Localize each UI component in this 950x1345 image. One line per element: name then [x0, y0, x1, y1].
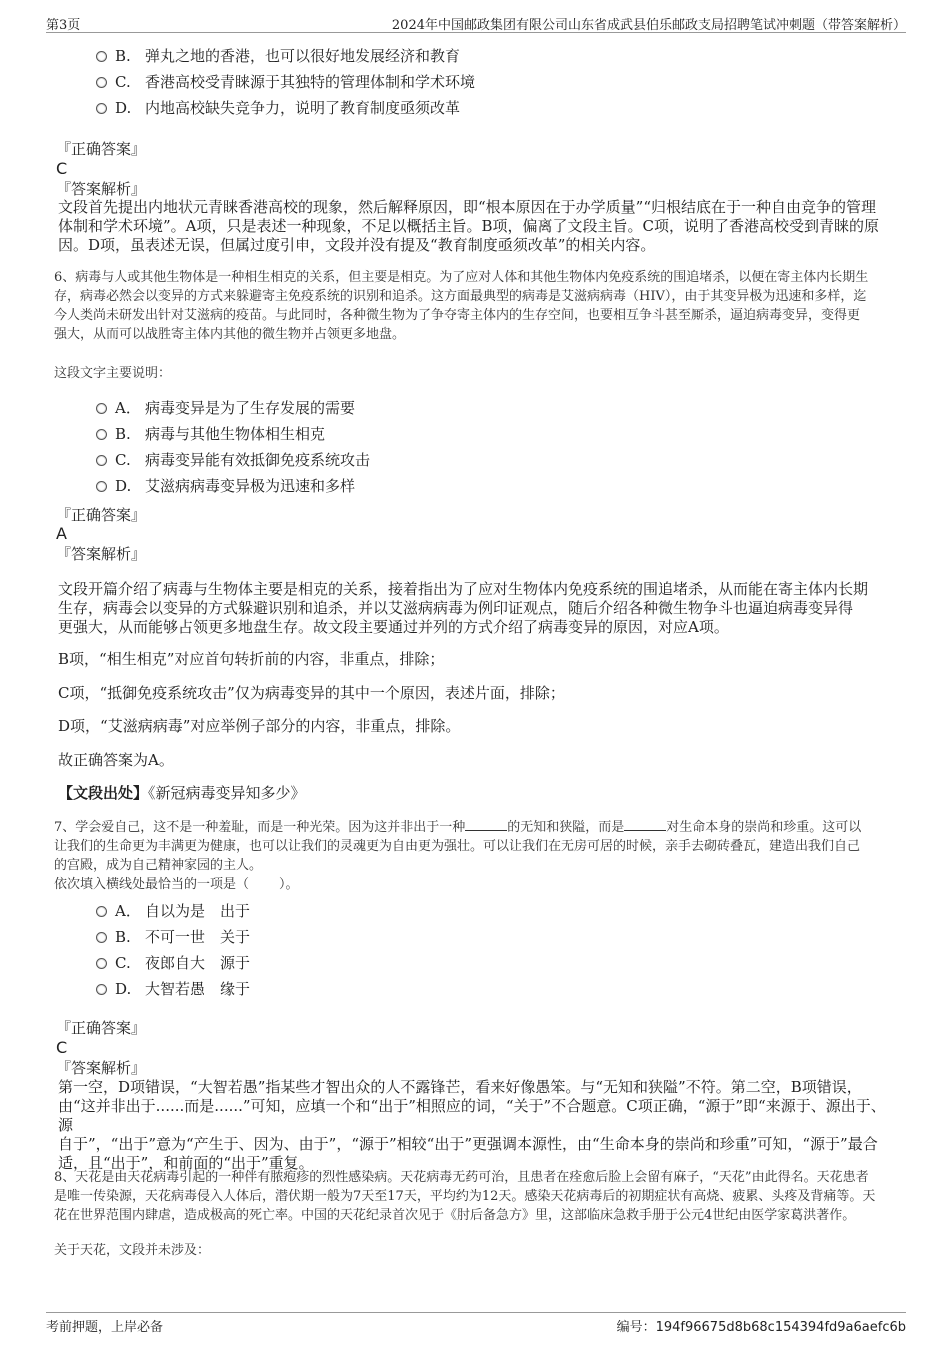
- q7-option-d[interactable]: D. 大智若愚 缘于: [96, 979, 250, 999]
- radio-icon[interactable]: [96, 429, 107, 440]
- q6-conclusion: 故正确答案为A。: [58, 751, 174, 769]
- q6-answer-label: 『正确答案』: [56, 506, 147, 524]
- q6-analysis-label: 『答案解析』: [56, 545, 147, 563]
- radio-icon[interactable]: [96, 77, 107, 88]
- q7-analysis: 第一空，D项错误，“大智若愚”指某些才智出众的人不露锋芒，看来好像愚笨。与“无知和狭隘”不符。第二空，B项错误， 由“这并非出于......而是......”可知，应填一个和“出于”相照应的词，“关于”不合题意。C项正确，“源于”即“来源于、源出于、源 自于”，“出于”意为“产生于、因为、由于”，“源于”相较“出于”更强调本源性，由“生命本身的崇尚和珍重”可知，“源于”最合 适，且“出于”，和前面的“出于”重复。: [58, 1078, 886, 1172]
- q5-option-d[interactable]: D. 内地高校缺失竞争力，说明了教育制度亟须改革: [96, 98, 460, 118]
- q6-source: [58, 784, 306, 803]
- q6-answer: A: [56, 524, 67, 543]
- page-header: [46, 12, 906, 33]
- q6-option-b[interactable]: B. 病毒与其他生物体相生相克: [96, 424, 325, 444]
- footer-slogan: 考前押题，上岸必备: [46, 1320, 164, 1335]
- q7-stem: 7、学会爱自己，这不是一种羞耻，而是一种光荣。因为这并非出于一种 的无知和狭隘，而是 对生命本身的崇尚和珍重。这可以 让我们的生命更为丰满更为健康，也可以让我们的灵魂更为自由更为强壮。可以让我们在无房可居的时候，亲手去砌砖叠瓦，建造出我们自己 的宫殿，成为自己精神家园的主人。 依次填入横线处最恰当的一项是（ ）。: [54, 820, 862, 892]
- q6-note-c: C项，“抵御免疫系统攻击”仅为病毒变异的其中一个原因，表述片面，排除；: [58, 684, 565, 702]
- q5-answer-label: 『正确答案』: [56, 140, 147, 158]
- radio-icon[interactable]: [96, 984, 107, 995]
- radio-icon[interactable]: [96, 958, 107, 969]
- q8-stem: 8、天花是由天花病毒引起的一种伴有脓疱疹的烈性感染病。天花病毒无药可治，且患者在痊愈后脸上会留有麻子，“天花”由此得名。天花患者 是唯一传染源，天花病毒侵入人体后，潜伏期一般为7天至17天，平均约为12天。感染天花病毒后的初期症状有高烧、疲累、头疼及背痛等。天 花在世界范围内肆虐，造成极高的死亡率。中国的天花纪录首次见于《肘后备急方》里，这部临床急救手册于公元4世纪由医学家葛洪著作。: [54, 1170, 876, 1223]
- page-footer: [46, 1312, 906, 1335]
- q6-option-a[interactable]: A． 病毒变异是为了生存发展的需要: [96, 398, 355, 418]
- q8-question: 关于天花，文段并未涉及：: [54, 1243, 211, 1258]
- source-title: 《新冠病毒变异知多少》: [148, 784, 306, 802]
- q6-note-b: B项，“相生相克”对应首句转折前的内容，非重点，排除；: [58, 650, 445, 668]
- q5-analysis: 文段首先提出内地状元青睐香港高校的现象，然后解释原因，即“根本原因在于办学质量”“归根结底在于一种自由竞争的管理 体制和学术环境”。A项，只是表述一种现象，不足以概括主旨。B项，偏离了文段主旨。C项，说明了香港高校受到青睐的原 因。D项，虽表述无误，但属过度引申，文段并没有提及“教育制度亟须改革”的相关内容。: [58, 198, 880, 254]
- q5-option-b[interactable]: B. 弹丸之地的香港，也可以很好地发展经济和教育: [96, 46, 460, 66]
- q6-analysis: 文段开篇介绍了病毒与生物体主要是相克的关系，接着指出为了应对生物体内免疫系统的围追堵杀，从而能在寄主体内长期 生存，病毒会以变异的方式躲避识别和追杀，并以艾滋病病毒为例印证观点，随后介绍各种微生物争斗也逼迫病毒变异得 更强大，从而能够占领更多地盘生存。故文段主要通过并列的方式介绍了病毒变异的原因，对应A项。: [58, 580, 869, 636]
- document-title: 2024年中国邮政集团有限公司山东省成武县伯乐邮政支局招聘笔试冲刺题（带答案解析）: [391, 18, 906, 33]
- blank-1[interactable]: [465, 818, 507, 831]
- radio-icon[interactable]: [96, 932, 107, 943]
- q6-stem: 6、病毒与人或其他生物体是一种相生相克的关系，但主要是相克。为了应对人体和其他生物体内免疫系统的围追堵杀，以便在寄主体内长期生 存，病毒必然会以变异的方式来躲避寄主免疫系统的识别和追杀。这方面最典型的病毒是艾滋病病毒（HIV），由于其变异极为迅速和多样，迄 今人类尚未研发出针对艾滋病的疫苗。与此同时，各种微生物为了争夺寄主体内的生存空间，也要相互争斗甚至厮杀，逼迫病毒变异，变得更 强大，从而可以战胜寄主体内其他的微生物并占领更多地盘。: [54, 270, 869, 342]
- document-code: 编号：194f96675d8b68c154394fd9a6aefc6b: [616, 1320, 906, 1335]
- q7-option-a[interactable]: A． 自以为是 出于: [96, 901, 250, 921]
- q6-option-d[interactable]: D. 艾滋病病毒变异极为迅速和多样: [96, 476, 355, 496]
- blank-2[interactable]: [624, 818, 666, 831]
- q7-answer: C: [56, 1038, 68, 1057]
- source-label: 【文段出处】: [58, 784, 149, 802]
- q7-answer-label: 『正确答案』: [56, 1019, 147, 1037]
- radio-icon[interactable]: [96, 51, 107, 62]
- q6-option-c[interactable]: C. 病毒变异能有效抵御免疫系统攻击: [96, 450, 370, 470]
- q7-option-c[interactable]: C. 夜郎自大 源于: [96, 953, 250, 973]
- radio-icon[interactable]: [96, 403, 107, 414]
- q5-analysis-label: 『答案解析』: [56, 180, 147, 198]
- q6-note-d: D项，“艾滋病病毒”对应举例子部分的内容，非重点，排除。: [58, 717, 461, 735]
- q5-option-c[interactable]: C. 香港高校受青睐源于其独特的管理体制和学术环境: [96, 72, 475, 92]
- q7-analysis-label: 『答案解析』: [56, 1059, 147, 1077]
- q7-option-b[interactable]: B. 不可一世 关于: [96, 927, 250, 947]
- q6-question: 这段文字主要说明：: [54, 366, 172, 381]
- radio-icon[interactable]: [96, 481, 107, 492]
- radio-icon[interactable]: [96, 455, 107, 466]
- radio-icon[interactable]: [96, 906, 107, 917]
- q5-answer: C: [56, 159, 68, 178]
- radio-icon[interactable]: [96, 103, 107, 114]
- page-number: 第3页: [46, 18, 81, 33]
